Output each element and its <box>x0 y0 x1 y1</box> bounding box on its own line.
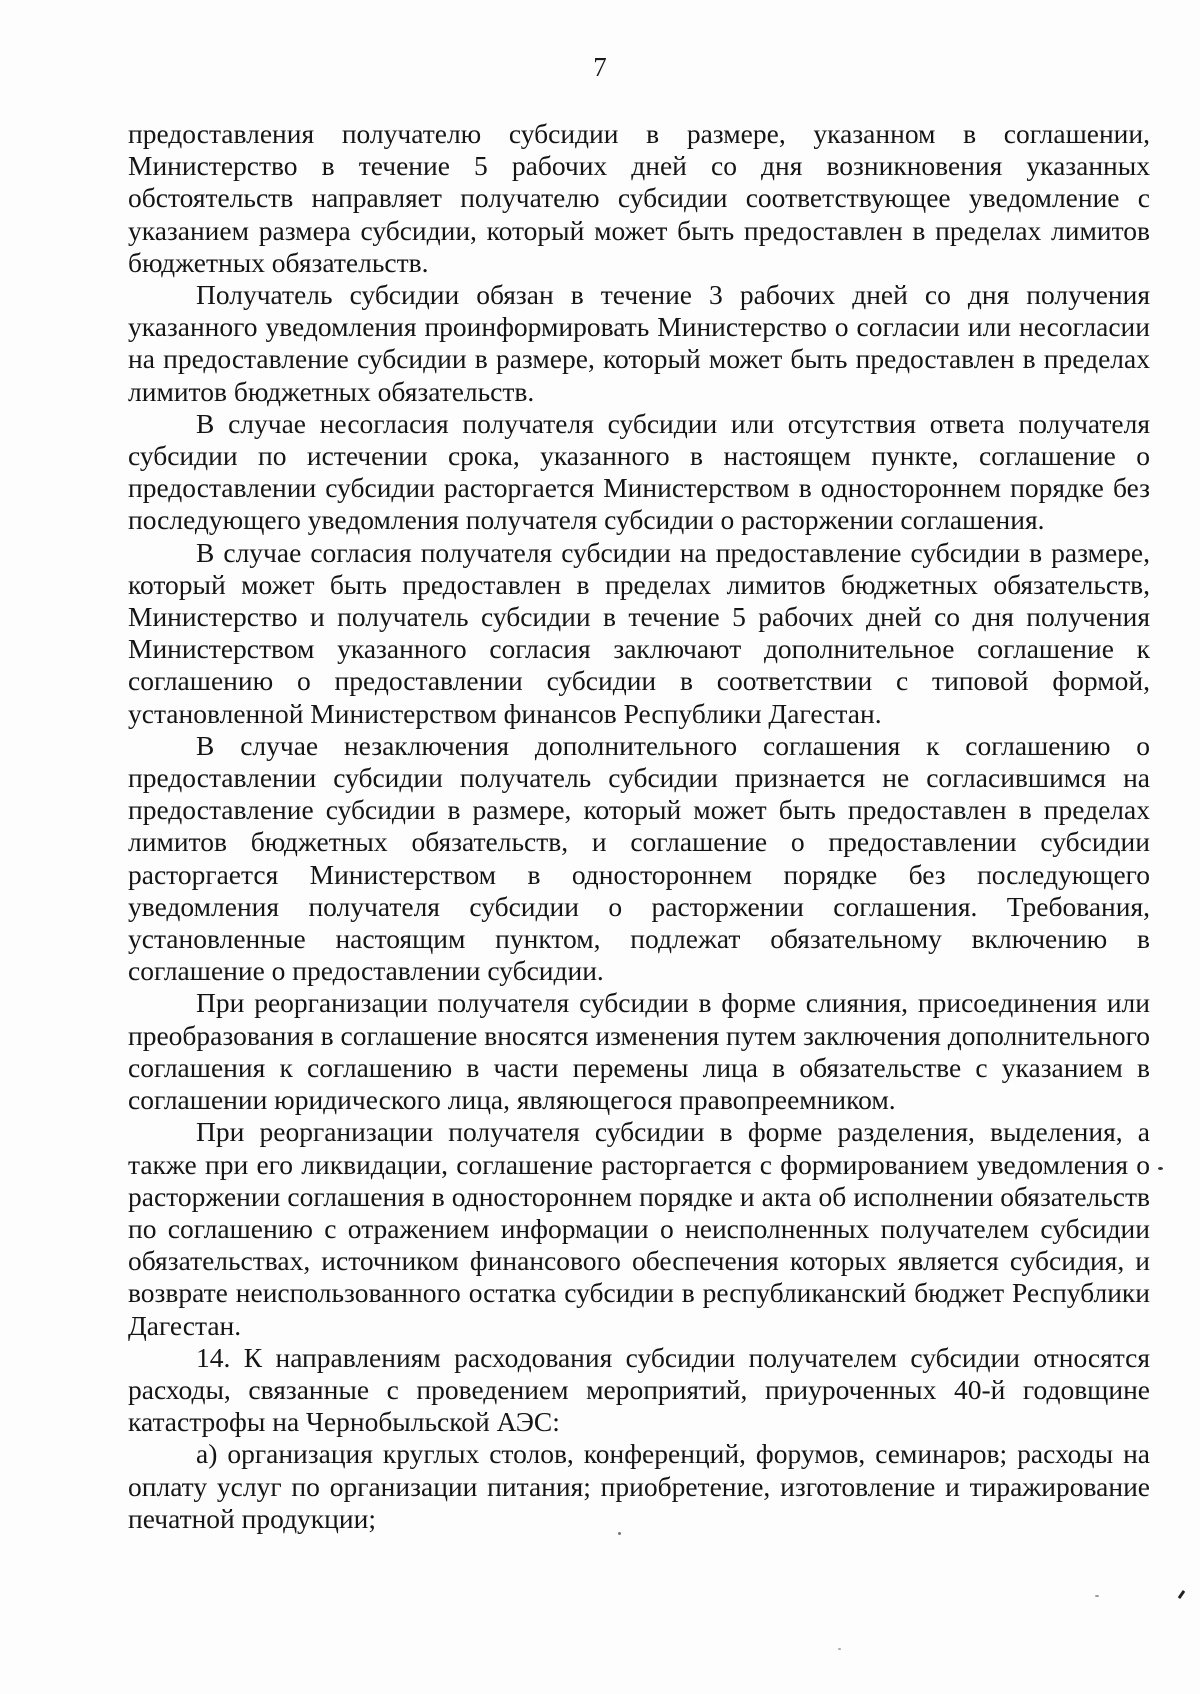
paragraph-item-14: 14. К направлениям расходования субсидии получателем субсидии относятся расходы, связанные с проведением мероприятий, приуроченных 40-й годовщине катастрофы на Чернобыльской АЭС: <box>128 1341 1150 1438</box>
scan-speck <box>1158 1167 1163 1170</box>
paragraph-continuation: предоставления получателю субсидии в размере, указанном в соглашении, Министерство в течение 5 рабочих дней со дня возникновения указанных обстоятельств направляет получателю субсидии соответствующее уведомление с указанием размера субсидии, который может быть предоставлен в пределах лимитов бюджетных обязательств. <box>128 118 1150 278</box>
scan-speck <box>1095 1595 1099 1597</box>
scan-speck <box>1178 1590 1186 1599</box>
paragraph-reorganization-division: При реорганизации получателя субсидии в форме разделения, выделения, а также при его ликвидации, соглашение расторгается с формированием уведомления о расторжении соглашения в одностороннем порядке и акта об исполнении обязательств по соглашению с отражением информации о неисполненных получателем субсидии обязательствах, источником финансового обеспечения которых является субсидия, и возврате неиспользованного остатка субсидии в республиканский бюджет Республики Дагестан. <box>128 1116 1150 1341</box>
scan-speck <box>838 1648 841 1650</box>
paragraph-recipient-obligation: Получатель субсидии обязан в течение 3 рабочих дней со дня получения указанного уведомления проинформировать Министерство о согласии или несогласии на предоставление субсидии в размере, который может быть предоставлен в пределах лимитов бюджетных обязательств. <box>128 279 1150 407</box>
document-body <box>128 118 1150 1535</box>
paragraph-non-conclusion: В случае незаключения дополнительного соглашения к соглашению о предоставлении субсидии получатель субсидии признается не согласившимся на предоставление субсидии в размере, который может быть предоставлен в пределах лимитов бюджетных обязательств, и соглашение о предоставлении субсидии расторгается Министерством в одностороннем порядке без последующего уведомления получателя субсидии о расторжении соглашения. Требования, установленные настоящим пунктом, подлежат обязательному включению в соглашение о предоставлении субсидии. <box>128 729 1150 987</box>
paragraph-agreement: В случае согласия получателя субсидии на предоставление субсидии в размере, который может быть предоставлен в пределах лимитов бюджетных обязательств, Министерство и получатель субсидии в течение 5 рабочих дней со дня получения Министерством указанного согласия заключают дополнительное соглашение к соглашению о предоставлении субсидии в соответствии с типовой формой, установленной Министерством финансов Республики Дагестан. <box>128 536 1150 729</box>
paragraph-item-14a: а) организация круглых столов, конференций, форумов, семинаров; расходы на оплату услуг по организации питания; приобретение, изготовление и тиражирование печатной продукции; <box>128 1438 1150 1534</box>
scan-speck <box>618 1532 621 1535</box>
paragraph-reorganization-merger: При реорганизации получателя субсидии в форме слияния, присоединения или преобразования в соглашение вносятся изменения путем заключения дополнительного соглашения к соглашению в части перемены лица в обязательстве с указанием в соглашении юридического лица, являющегося правопреемником. <box>128 987 1150 1116</box>
page-number: 7 <box>593 52 607 82</box>
paragraph-disagreement: В случае несогласия получателя субсидии или отсутствия ответа получателя субсидии по истечении срока, указанного в настоящем пункте, соглашение о предоставлении субсидии расторгается Министерством в одностороннем порядке без последующего уведомления получателя субсидии о расторжении соглашения. <box>128 407 1150 536</box>
